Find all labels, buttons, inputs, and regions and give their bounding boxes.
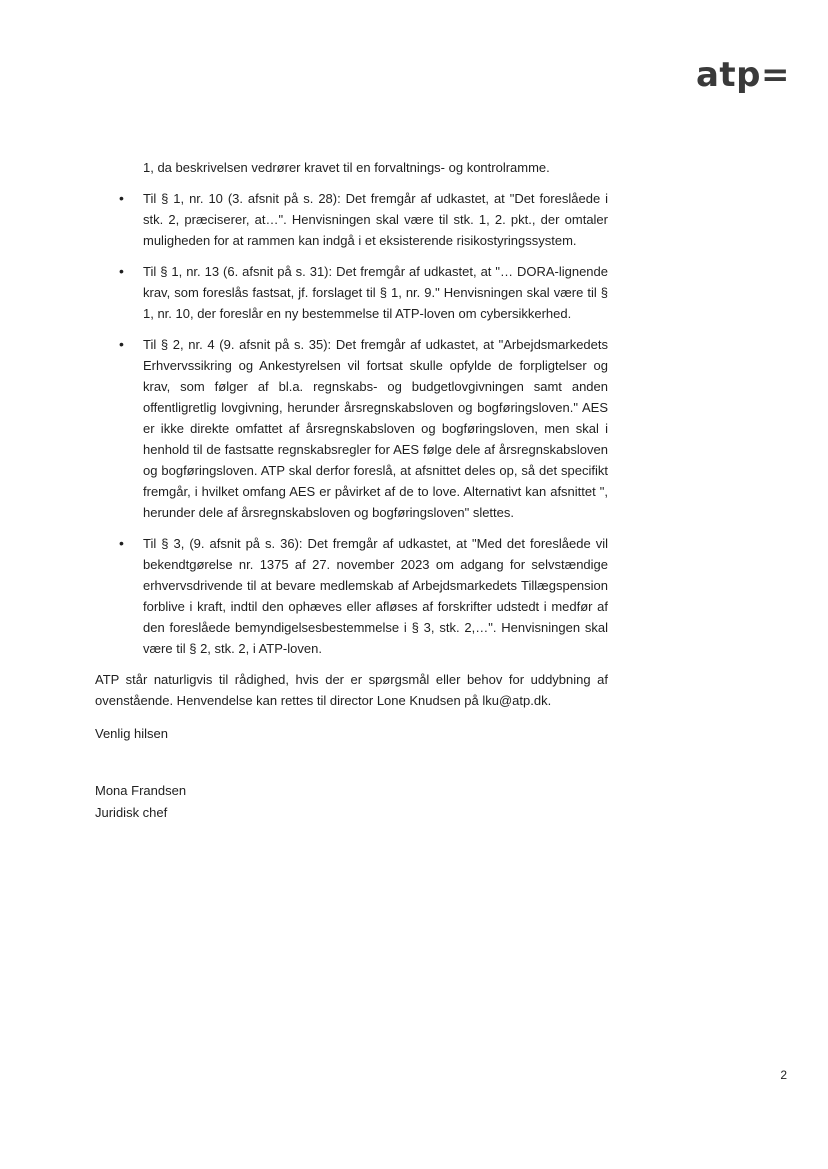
bullet-list xyxy=(95,188,608,659)
bullet-item-2: • Til § 1, nr. 13 (6. afsnit på s. 31): Det fremgår af udkastet, at "… DORA-lignende krav, som foreslås fastsat, jf. forslaget til § 1, nr. 9." Henvisningen skal være til § 1, nr. 10, der foreslår en ny bestemmelse til ATP-loven om cybersikkerhed. xyxy=(95,261,608,324)
signature-title: Juridisk chef xyxy=(95,805,168,820)
page-number: 2 xyxy=(780,1068,787,1082)
salutation: Venlig hilsen xyxy=(95,726,168,741)
paragraph-continuation: 1, da beskrivelsen vedrører kravet til en forvaltnings- og kontrolramme. xyxy=(143,160,550,175)
letter-body xyxy=(95,157,608,824)
closing-paragraph: ATP står naturligvis til rådighed, hvis der er spørgsmål eller behov for uddybning af ovenstående. Henvendelse kan rettes til director Lone Knudsen på lku@atp.dk. xyxy=(95,672,608,708)
signature-name: Mona Frandsen xyxy=(95,783,187,798)
atp-logo: atp= xyxy=(695,55,790,95)
bullet-item-1: • Til § 1, nr. 10 (3. afsnit på s. 28): Det fremgår af udkastet, at "Det foreslåede i stk. 2, præciserer, at…". Henvisningen skal være til stk. 1, 2. pkt., der omtaler muligheden for at rammen kan indgå i et eksisterende risikostyringssystem. xyxy=(95,188,608,251)
bullet-item-3: • Til § 2, nr. 4 (9. afsnit på s. 35): Det fremgår af udkastet, at "Arbejdsmarkedets Erhvervssikring og Ankestyrelsen vil fortsat skulle opfylde de forpligtelser og krav, som følger af bl.a. regnskabs- og budgetlovgivningen samt anden offentligretlig lovgivning, herunder årsregnskabsloven og bogføringsloven." AES er ikke direkte omfattet af årsregnskabsloven og bogføringsloven, men skal i henhold til de fastsatte regnskabsregler for AES følge dele af årsregnskabsloven og bogføringsloven. ATP skal derfor foreslå, at afsnittet deles op, så det specifikt fremgår, i hvilket omfang AES er påvirket af de to love. Alternativt kan afsnittet ", herunder dele af årsregnskabsloven og bogføringsloven" slettes. xyxy=(95,334,608,523)
bullet-item-4: • Til § 3, (9. afsnit på s. 36): Det fremgår af udkastet, at "Med det foreslåede vil bekendtgørelse nr. 1375 af 27. november 2023 om adgang for selvstændige erhvervsdrivende til at bevare medlemskab af Arbejdsmarkedets Tillægspension forblive i kraft, indtil den ophæves eller afløses af forskrifter udstedt i medfør af den foreslåede bemyndigelsesbestemmelse i § 3, stk. 2,…". Henvisningen skal være til § 2, stk. 2, i ATP-loven. xyxy=(95,533,608,659)
